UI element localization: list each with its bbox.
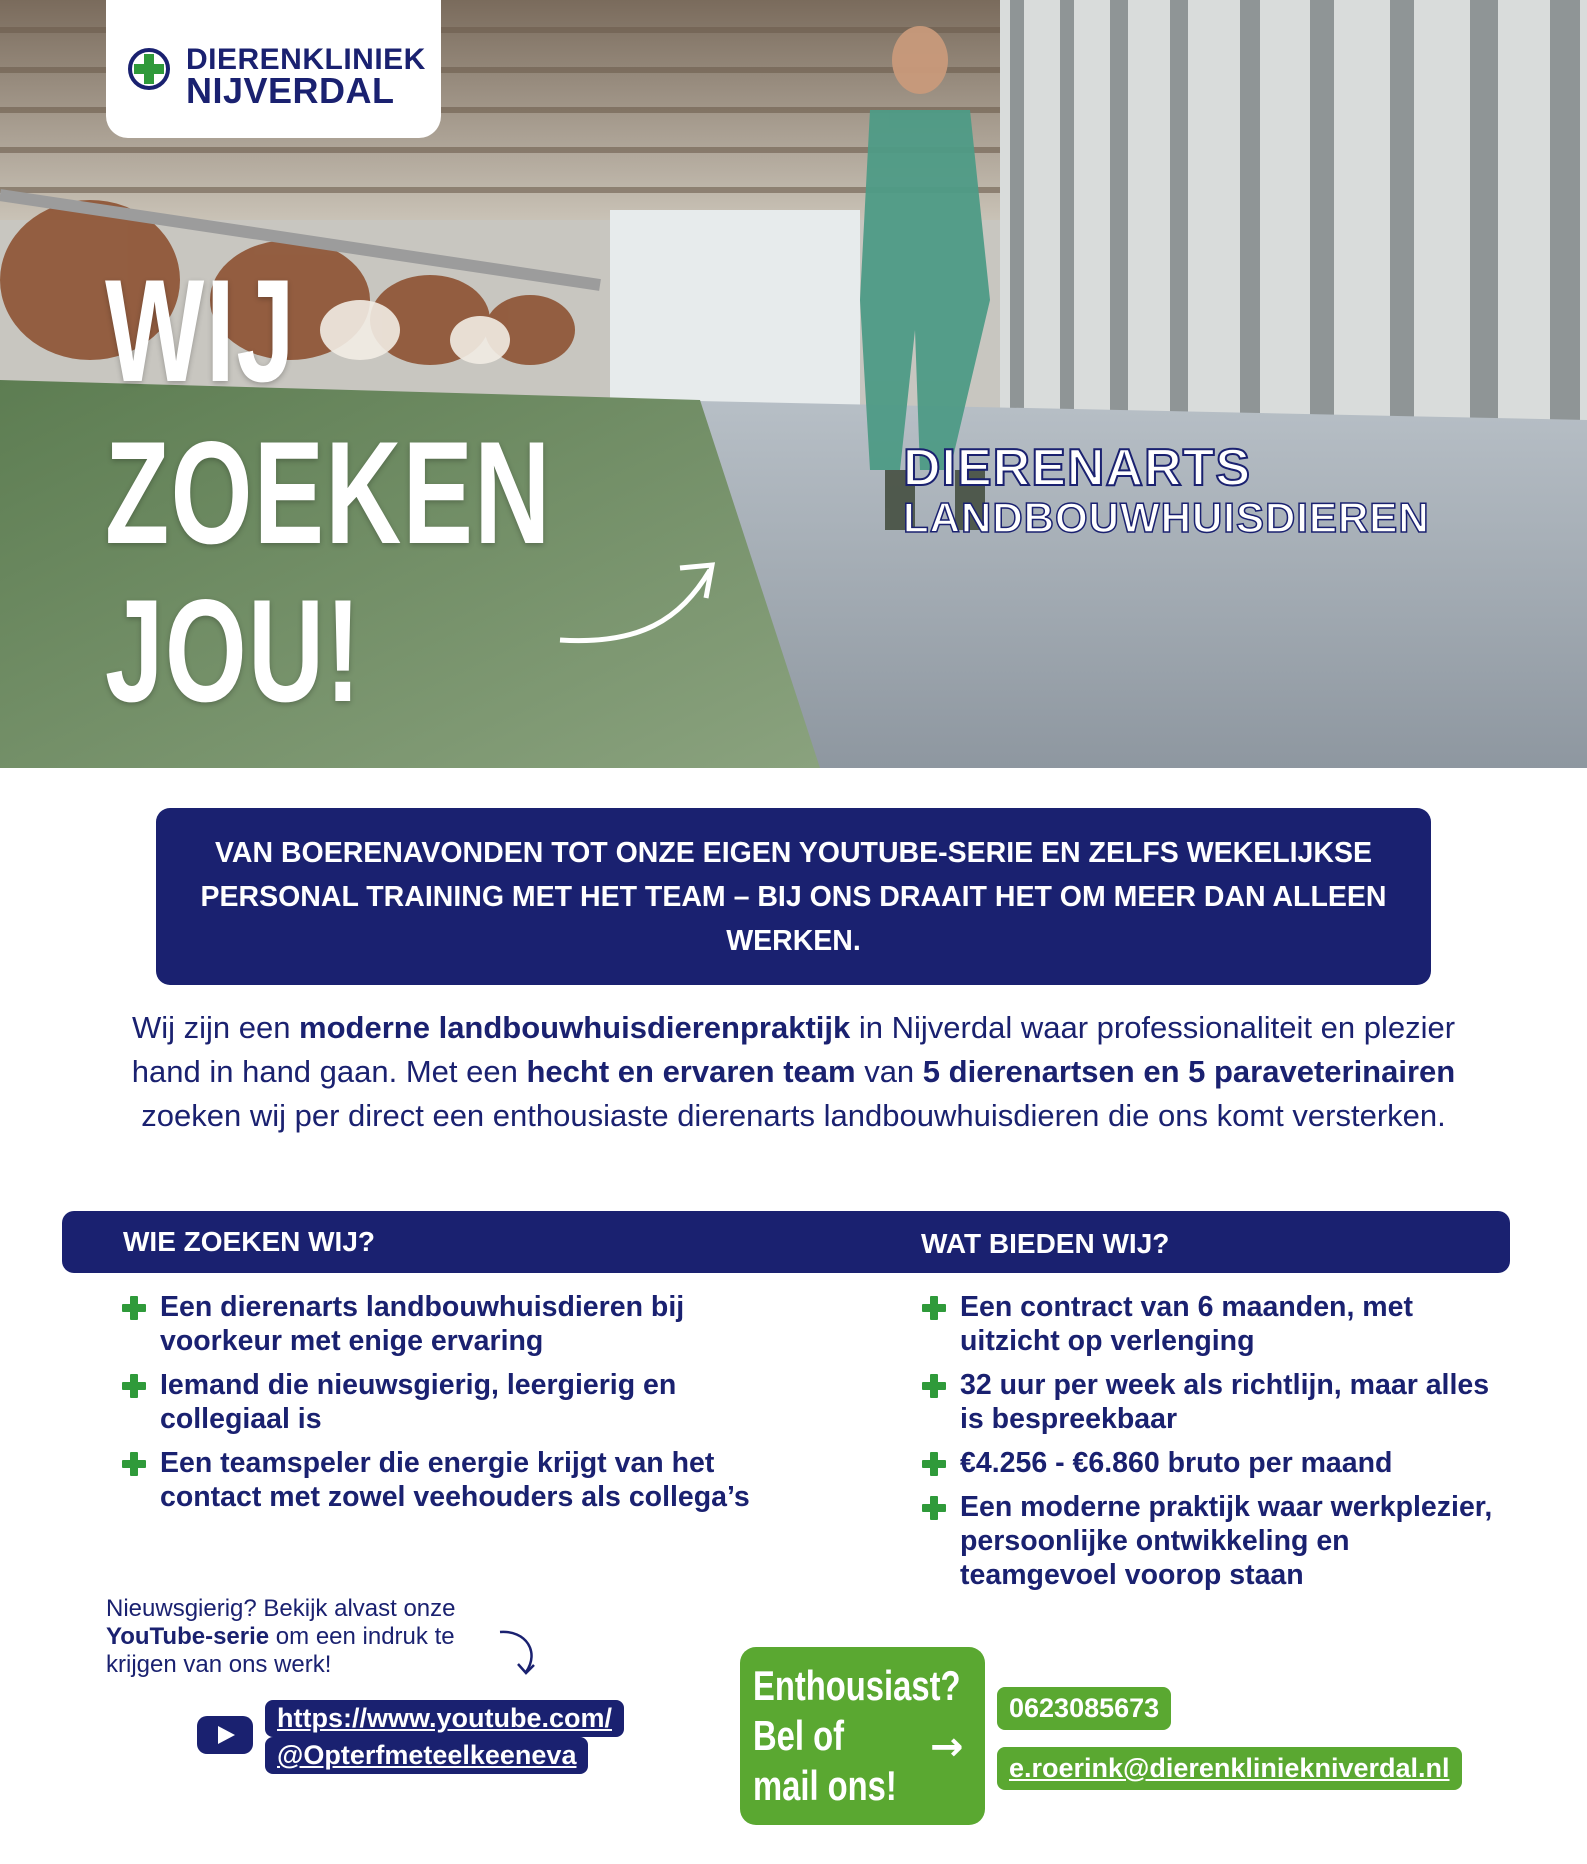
curved-arrow-icon	[496, 1628, 544, 1678]
highlight-banner	[156, 808, 1431, 985]
plus-icon	[922, 1496, 946, 1520]
intro-bold: hecht en ervaren team	[526, 1054, 856, 1089]
intro-bold: 5 dierenartsen en 5 paraveterinairen	[922, 1054, 1456, 1089]
phone-link[interactable]: 0623085673	[997, 1687, 1171, 1730]
job-title-line2: LANDBOUWHUISDIEREN	[903, 494, 1430, 541]
email-link[interactable]: e.roerink@dierenkliniekniverdal.nl	[997, 1747, 1462, 1790]
logo	[106, 0, 441, 138]
list-item-text: Een contract van 6 maanden, met uitzicht op verlenging	[960, 1291, 1413, 1357]
plus-icon	[122, 1296, 146, 1320]
intro-bold: moderne landbouwhuisdierenpraktijk	[299, 1010, 851, 1045]
plus-icon	[922, 1374, 946, 1398]
list-item	[922, 1290, 1497, 1358]
plus-icon	[122, 1452, 146, 1476]
list-item	[922, 1446, 1497, 1480]
list-item	[122, 1446, 782, 1514]
wie-list	[122, 1290, 782, 1524]
youtube-play-icon[interactable]	[197, 1716, 253, 1754]
headline-line3: JOU!	[105, 569, 362, 732]
wat-list	[922, 1290, 1497, 1602]
intro-text: zoeken wij per direct een enthousiaste dierenarts landbouwhuisdieren die ons komt versterken.	[141, 1098, 1446, 1133]
list-item-text: 32 uur per week als richtlijn, maar alles is bespreekbaar	[960, 1369, 1490, 1435]
youtube-teaser	[106, 1595, 486, 1679]
headline-line1: WIJ	[105, 249, 297, 412]
intro-paragraph	[120, 1006, 1467, 1138]
youtube-text: om een indruk te krijgen van ons werk!	[106, 1623, 455, 1678]
youtube-link[interactable]: https://www.youtube.com/	[265, 1700, 624, 1737]
list-item-text: Een teamspeler die energie krijgt van het contact met zowel veehouders als collega’s	[160, 1447, 750, 1513]
banner-text: VAN BOERENAVONDEN TOT ONZE EIGEN YOUTUBE-SERIE EN ZELFS WEKELIJKSE PERSONAL TRAINING MET HET TEAM – BIJ ONS DRAAIT HET OM MEER DAN ALLEEN WERKEN.	[200, 836, 1387, 957]
list-item	[122, 1290, 782, 1358]
youtube-bold: YouTube-serie	[106, 1623, 270, 1650]
youtube-text: Nieuwsgierig? Bekijk alvast onze	[106, 1595, 456, 1622]
list-item	[122, 1368, 782, 1436]
intro-text: van	[855, 1054, 923, 1089]
intro-text: Wij zijn een	[131, 1010, 300, 1045]
cta-line: Enthousiast?	[753, 1662, 961, 1709]
list-item	[922, 1490, 1497, 1592]
intro-text: in Nijverdal waar professionaliteit en plezier hand in hand gaan. Met een	[131, 1010, 1456, 1089]
arrow-right-icon: →	[930, 1724, 964, 1770]
clinic-cross-icon	[128, 48, 170, 90]
cta-line: mail ons!	[753, 1762, 897, 1809]
cta-box	[740, 1647, 985, 1825]
plus-icon	[122, 1374, 146, 1398]
list-item-text: Een moderne praktijk waar werkplezier, persoonlijke ontwikkeling en teamgevoel voorop staan	[960, 1491, 1493, 1591]
headline-line2: ZOEKEN	[105, 411, 552, 574]
wie-zoeken-title: WIE ZOEKEN WIJ?	[123, 1226, 375, 1257]
list-item-text: Iemand die nieuwsgierig, leergierig en collegiaal is	[160, 1369, 677, 1435]
logo-line2: NIJVERDAL	[186, 70, 395, 111]
list-item	[922, 1368, 1497, 1436]
list-item-text: €4.256 - €6.860 bruto per maand	[960, 1447, 1393, 1479]
logo-line1: DIERENKLINIEK	[186, 43, 426, 76]
wat-bieden-title: WAT BIEDEN WIJ?	[921, 1228, 1170, 1259]
hero-image	[0, 0, 1587, 768]
job-title-line1: DIERENARTS	[903, 439, 1252, 497]
plus-icon	[922, 1452, 946, 1476]
list-item-text: Een dierenarts landbouwhuisdieren bij voorkeur met enige ervaring	[160, 1291, 685, 1357]
plus-icon	[922, 1296, 946, 1320]
youtube-link-handle[interactable]: @Opterfmeteelkeeneva	[265, 1737, 588, 1774]
cta-line: Bel of	[753, 1712, 845, 1759]
